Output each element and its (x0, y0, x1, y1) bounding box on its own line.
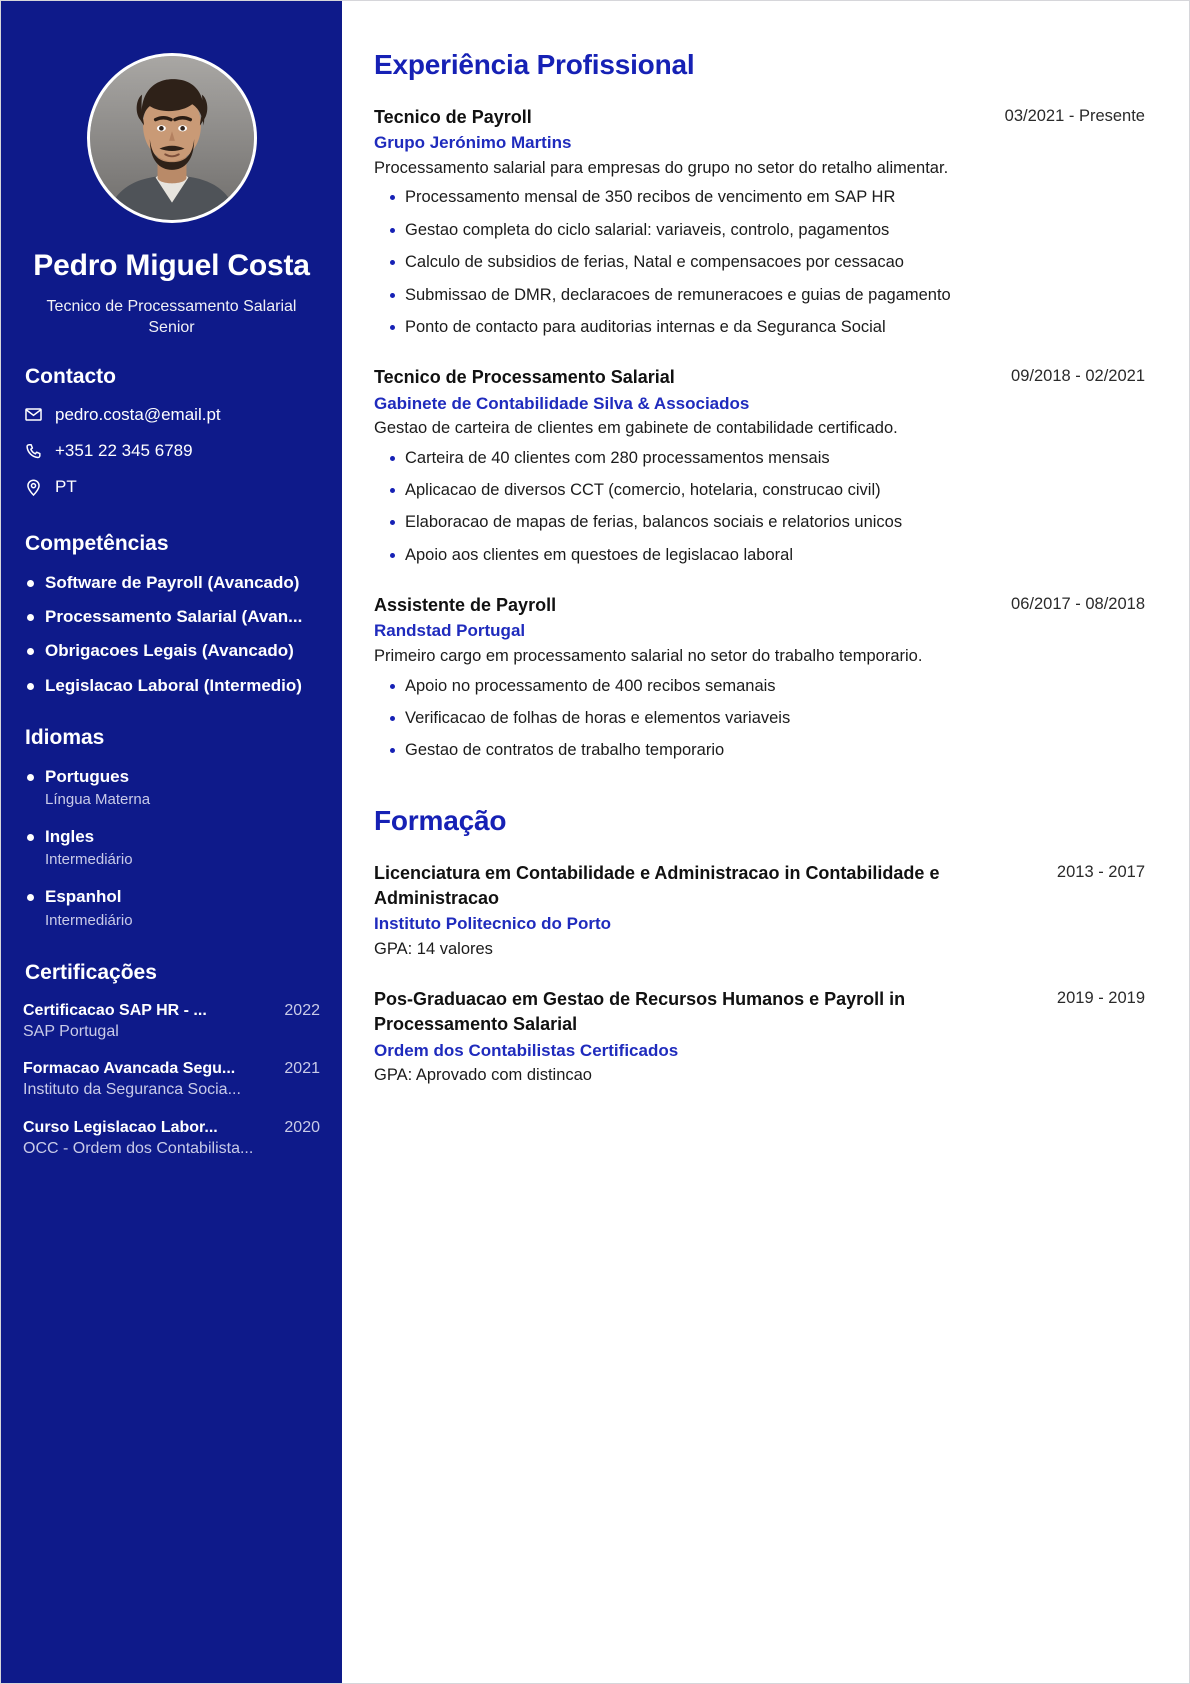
contact-email-value: pedro.costa@email.pt (55, 404, 221, 424)
certification-issuer: Instituto da Seguranca Socia... (23, 1081, 241, 1099)
experience-section (374, 49, 1145, 763)
experience-bullets (374, 447, 1145, 568)
certification-issuer: SAP Portugal (23, 1022, 119, 1040)
certification-row (23, 1059, 320, 1079)
education-heading: Formação (374, 804, 507, 836)
certification-year: 2020 (284, 1119, 320, 1137)
education-institution: Ordem dos Contabilistas Certificados (374, 1040, 679, 1060)
experience-organization: Gabinete de Contabilidade Silva & Associados (374, 393, 750, 413)
skills-heading: Competências (25, 531, 169, 555)
experience-entry (374, 593, 1145, 763)
certification-row (23, 1118, 320, 1138)
languages-list (23, 766, 320, 931)
experience-bullet: Elaboracao de mapas de ferias, balancos sociais e relatorios unicos (374, 511, 1145, 534)
languages-heading: Idiomas (25, 725, 105, 749)
avatar-wrapper (23, 53, 320, 223)
language-item (23, 886, 320, 930)
language-name: Portugues (23, 766, 320, 787)
experience-role: Tecnico de Payroll (374, 107, 532, 127)
experience-dates: 03/2021 - Presente (1004, 107, 1145, 125)
experience-bullet: Ponto de contacto para auditorias internas e da Seguranca Social (374, 316, 1145, 339)
certifications-heading: Certificações (25, 960, 157, 984)
language-name: Ingles (23, 826, 320, 847)
language-level: Intermediário (45, 851, 133, 869)
skills-list (23, 572, 320, 696)
experience-bullet: Apoio aos clientes em questoes de legislacao laboral (374, 544, 1145, 567)
experience-bullet: Gestao completa do ciclo salarial: variaveis, controlo, pagamentos (374, 219, 1145, 242)
experience-organization: Randstad Portugal (374, 621, 526, 641)
location-icon (23, 478, 43, 498)
education-section (374, 805, 1145, 1088)
language-level: Língua Materna (45, 791, 151, 809)
skill-item: Software de Payroll (Avancado) (23, 572, 320, 593)
experience-entry-head (374, 593, 1145, 618)
experience-entry-head (374, 365, 1145, 390)
experience-role: Tecnico de Processamento Salarial (374, 367, 675, 388)
contact-email[interactable] (23, 405, 320, 425)
certification-name: Curso Legislacao Labor... (23, 1119, 218, 1137)
experience-bullet: Submissao de DMR, declaracoes de remuneracoes e guias de pagamento (374, 284, 1145, 307)
certification-issuer: OCC - Ordem dos Contabilista... (23, 1140, 254, 1158)
certification-name: Certificacao SAP HR - ... (23, 1001, 207, 1019)
experience-summary: Primeiro cargo em processamento salarial no setor do trabalho temporario. (374, 647, 923, 666)
certification-item (23, 1118, 320, 1160)
education-entry (374, 861, 1145, 961)
email-icon (23, 405, 43, 425)
experience-bullet: Processamento mensal de 350 recibos de vencimento em SAP HR (374, 186, 1145, 209)
avatar (87, 53, 257, 223)
language-item (23, 766, 320, 810)
experience-bullet: Carteira de 40 clientes com 280 processamentos mensais (374, 447, 1145, 470)
contact-phone-value: +351 22 345 6789 (55, 441, 193, 461)
education-entry-head (374, 861, 1145, 911)
certifications-list (23, 1001, 320, 1160)
experience-summary: Processamento salarial para empresas do grupo no setor do retalho alimentar. (374, 158, 949, 177)
language-name: Espanhol (23, 886, 320, 907)
education-degree: Pos-Graduacao em Gestao de Recursos Humanos e Payroll in Processamento Salarial (374, 989, 906, 1035)
education-gpa: GPA: 14 valores (374, 939, 493, 958)
certification-item (23, 1001, 320, 1043)
experience-bullet: Gestao de contratos de trabalho temporario (374, 739, 1145, 762)
education-gpa: GPA: Aprovado com distincao (374, 1066, 592, 1085)
skill-item: Legislacao Laboral (Intermedio) (23, 675, 320, 696)
experience-summary: Gestao de carteira de clientes em gabinete de contabilidade certificado. (374, 419, 898, 438)
experience-entry-head (374, 105, 1145, 130)
contact-list (23, 405, 320, 498)
experience-dates: 06/2017 - 08/2018 (1011, 595, 1145, 614)
experience-dates: 09/2018 - 02/2021 (1011, 367, 1145, 386)
contact-heading: Contacto (25, 364, 116, 388)
experience-entry (374, 105, 1145, 339)
education-dates: 2019 - 2019 (1056, 989, 1145, 1008)
experience-bullets (374, 186, 1145, 339)
language-level: Intermediário (45, 911, 133, 929)
experience-bullet: Aplicacao de diversos CCT (comercio, hotelaria, construcao civil) (374, 479, 1145, 502)
certification-item (23, 1059, 320, 1101)
experience-heading: Experiência Profissional (374, 49, 695, 80)
main-content (342, 1, 1189, 1683)
experience-bullet: Verificacao de folhas de horas e elementos variaveis (374, 707, 1145, 730)
certification-year: 2022 (284, 1001, 320, 1019)
education-dates: 2013 - 2017 (1056, 862, 1145, 881)
contact-phone[interactable] (23, 441, 320, 461)
contact-location[interactable] (23, 477, 320, 497)
skill-item: Obrigacoes Legais (Avancado) (23, 640, 320, 661)
experience-bullet: Calculo de subsidios de ferias, Natal e compensacoes por cessacao (374, 251, 1145, 274)
education-institution: Instituto Politecnico do Porto (374, 914, 612, 934)
experience-bullets (374, 675, 1145, 763)
education-degree: Licenciatura em Contabilidade e Administracao in Contabilidade e Administracao (374, 862, 940, 908)
education-entry (374, 987, 1145, 1087)
education-entry-head (374, 987, 1145, 1037)
full-name: Pedro Miguel Costa (33, 249, 310, 282)
certification-row (23, 1001, 320, 1021)
job-title: Tecnico de Processamento Salarial Senior (46, 297, 297, 337)
experience-role: Assistente de Payroll (374, 595, 557, 616)
experience-bullet: Apoio no processamento de 400 recibos semanais (374, 675, 1145, 698)
contact-location-value: PT (55, 477, 77, 497)
phone-icon (23, 441, 43, 461)
experience-organization: Grupo Jerónimo Martins (374, 133, 572, 153)
experience-entry (374, 365, 1145, 567)
certification-name: Formacao Avancada Segu... (23, 1060, 236, 1078)
sidebar (1, 1, 342, 1683)
language-item (23, 826, 320, 870)
profile-photo-illustration (90, 56, 254, 220)
skill-item: Processamento Salarial (Avan... (23, 606, 320, 627)
certification-year: 2021 (284, 1060, 320, 1078)
